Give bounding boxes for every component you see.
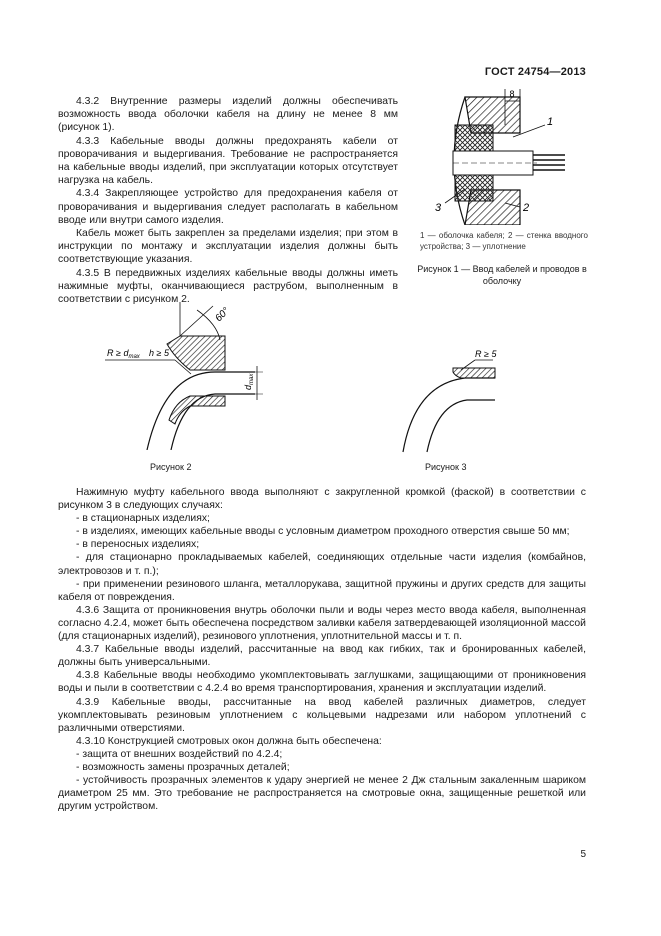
bent-cable: [147, 372, 255, 450]
d-label: $d_{max}$: [243, 373, 255, 390]
paragraph-4-3-8: 4.3.8 Кабельные вводы необходимо укомплектовывать заглушками, защищающими от проникновения воды и пыли в соответствии с 4.2.4 во время транспортирования, хранения и эксплуатации изделий.: [58, 670, 586, 695]
angle-label: 60°: [213, 305, 232, 325]
paragraph-4-3-2: 4.3.2 Внутренние размеры изделий должны обеспечивать возможность ввода оболочки кабеля на длину не менее 8 мм (рисунок 1).: [58, 96, 398, 134]
figure-1-legend: 1 — оболочка кабеля; 2 — стенка вводного устройства; 3 — уплотнение: [420, 231, 588, 251]
paragraph-4-3-3: 4.3.3 Кабельные вводы должны предохранять кабели от проворачивания и выдергивания. Требование не распространяется на кабельные вводы изделий, при эксплуатации которых отсутствует нагрузка на кабель.: [58, 135, 398, 187]
list-item: - при применении резинового шланга, металлорукава, защитной пружины и других средств для защиты кабеля от повреждения.: [58, 578, 586, 603]
rounded-sleeve: [453, 368, 495, 378]
paragraph-4-3-6: 4.3.6 Защита от проникновения внутрь оболочки пыли и воды через место ввода кабеля, выполненная согласно 4.2.4, может быть обеспечена посредством заливки кабеля затвердевающей изоляционной массой (для стационарных изделий), резинового уплотнения, уплотнительной массы и т. п.: [58, 604, 586, 643]
list-item: - устойчивость прозрачных элементов к удару энергией не менее 2 Дж стальным закаленным шариком диаметром 25 мм. Это требование не распространяется на смотровые окна, защищенные решеткой или другим устройством.: [58, 775, 586, 813]
page-number: 5: [580, 849, 586, 860]
paragraph-4-3-5: 4.3.5 В передвижных изделиях кабельные вводы должны иметь нажимные муфты, оканчивающиеся раструбом, выполненным в соответствии с рисунком 2.: [58, 267, 398, 306]
label-2: 2: [523, 202, 530, 214]
figure-3-drawing: [395, 340, 545, 455]
paragraph-rounded-edge: Нажимную муфту кабельного ввода выполняют с закругленной кромкой (фаской) в соответствии с рисунком 3 в следующих случаях:: [58, 487, 586, 512]
h-label: h ≥ 5: [149, 348, 169, 358]
paragraph-cable-fixing: Кабель может быть закреплен за пределами изделия; при этом в инструкции по монтажу и эксплуатации изделия должны быть соответствующие указания.: [58, 228, 398, 266]
r-h-callout: [105, 360, 191, 374]
pressing-sleeve: [167, 336, 225, 424]
bottom-text: [58, 486, 586, 813]
r-label: $R \ge d_{max}$: [107, 348, 140, 360]
cable-sheath: [453, 151, 565, 175]
figure-3-caption: Рисунок 3: [425, 462, 467, 472]
label-1: 1: [547, 116, 554, 128]
list-item: - защита от внешних воздействий по 4.2.4;: [76, 748, 283, 760]
paragraph-4-3-4: 4.3.4 Закрепляющее устройство для предохранения кабеля от проворачивания и выдергивания следует располагать в кабельном вводе или внутри самого изделия.: [58, 188, 398, 226]
paragraph-4-3-10: 4.3.10 Конструкцией смотровых окон должна быть обеспечена:: [76, 735, 382, 747]
paragraph-4-3-9: 4.3.9 Кабельные вводы, рассчитанные на ввод кабелей различных диаметров, следует укомплектовывать резиновым уплотнением с кольцевыми надрезами или набором уплотнений с различными отверстиями.: [58, 696, 586, 734]
list-item: - возможность замены прозрачных деталей;: [76, 761, 290, 773]
document-header: ГОСТ 24754—2013: [484, 66, 586, 78]
list-item: - для стационарно прокладываемых кабелей, соединяющих отдельные части изделия (комбайнов, электровозов и т. п.);: [58, 552, 586, 577]
figure-2-caption: Рисунок 2: [150, 462, 192, 472]
top-text-column: [58, 95, 398, 306]
figure-1-title: Рисунок 1 — Ввод кабелей и проводов в оболочку: [417, 264, 587, 286]
angle-dimension: [180, 302, 220, 340]
r3-label: R ≥ 5: [475, 349, 497, 359]
diameter-dimension: [225, 366, 263, 400]
figure-1-drawing: [425, 85, 590, 225]
list-item: - в стационарных изделиях;: [76, 513, 210, 525]
label-3: 3: [435, 202, 442, 214]
paragraph-4-3-7: 4.3.7 Кабельные вводы изделий, рассчитанные на ввод как гибких, так и бронированных кабелей, должны быть универсальными.: [58, 644, 586, 669]
list-item: - в изделиях, имеющих кабельные вводы с условным диаметром проходного отверстия свыше 50 мм;: [76, 526, 570, 538]
bent-cable-3: [403, 378, 495, 452]
figure-2-drawing: [105, 300, 305, 450]
dimension-label: 8: [509, 89, 515, 99]
list-item: - в переносных изделиях;: [76, 539, 200, 551]
